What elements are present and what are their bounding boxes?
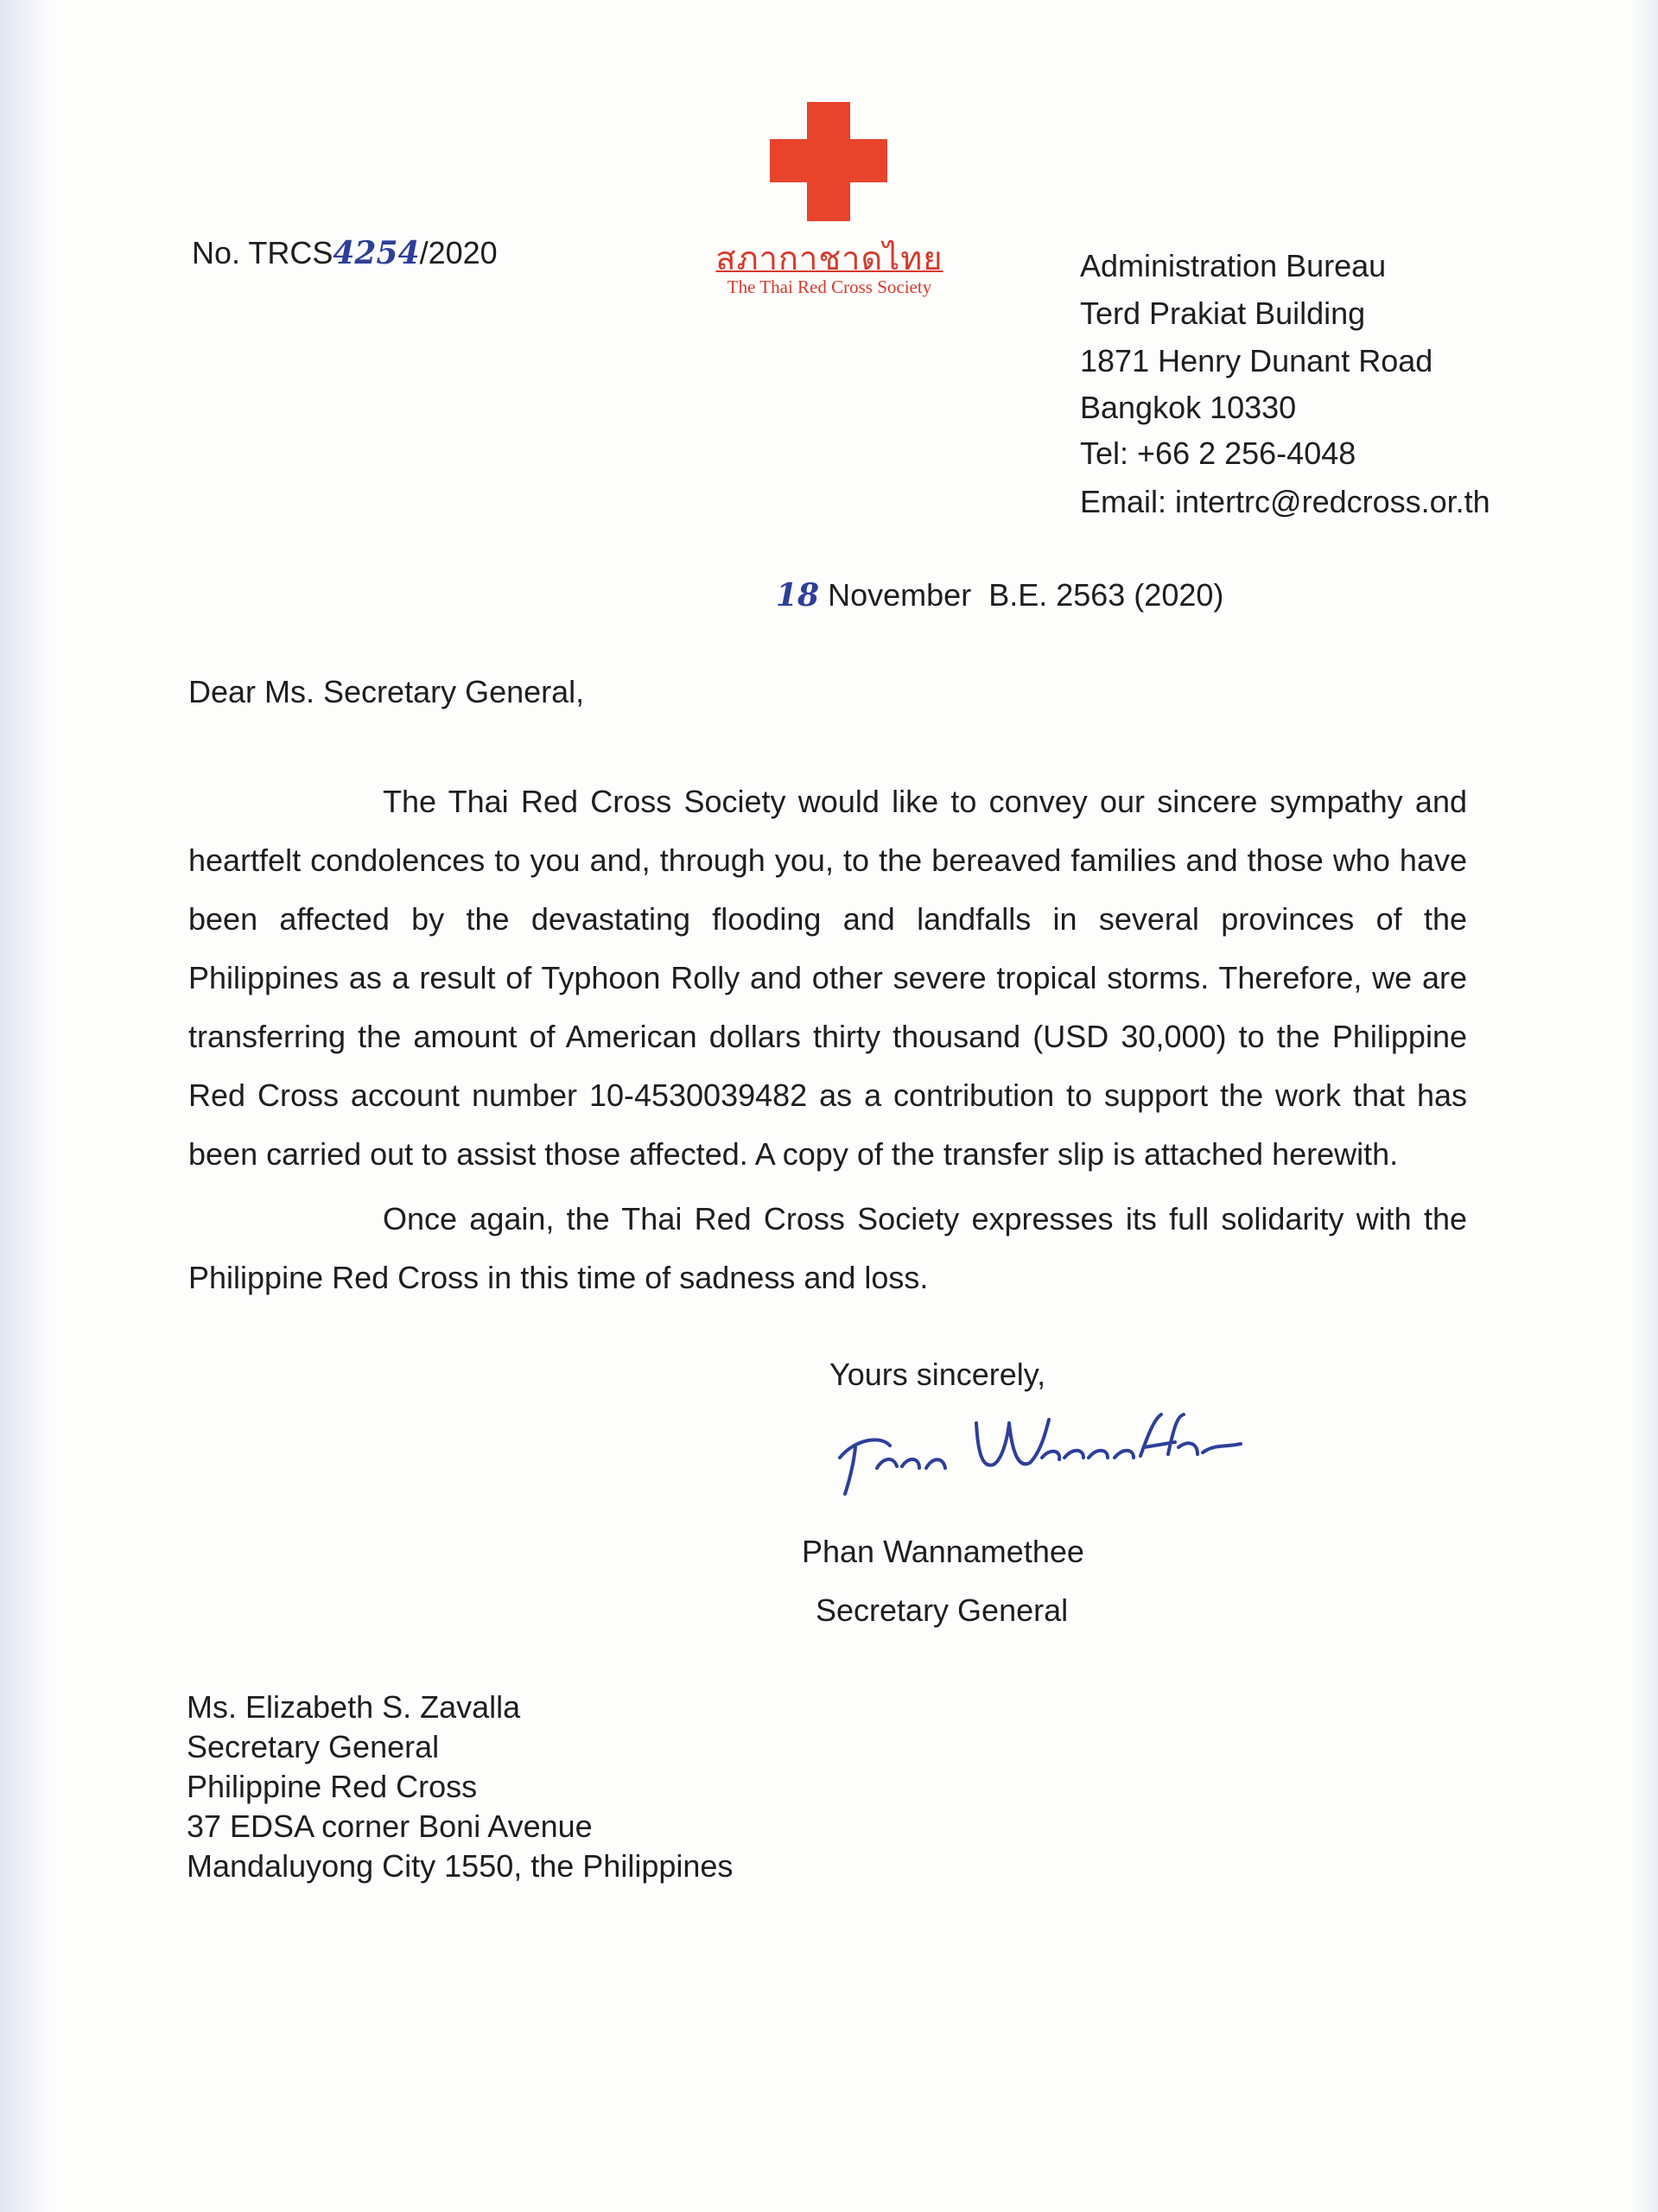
scan-edge-shadow [0, 0, 52, 2212]
logo-english-name: The Thai Red Cross Society [727, 276, 932, 297]
date-rest: November B.E. 2563 (2020) [828, 577, 1224, 613]
reference-handwritten-number: 4254 [333, 235, 420, 271]
address-line: Tel: +66 2 256-4048 [1080, 435, 1356, 471]
body-paragraph-text: The Thai Red Cross Society would like to convey our sincere sympathy and heartfelt condolences to you and, through you, to the bereaved families and those who have been affected by the devastating flooding and landfalls in several provinces of the Philippines as a result of Typhoon Rolly and other severe tropical storms. Therefore, we are transferring the amount of American dollars thirty thousand (USD 30,000) to the Philippine Red Cross account number 10-4530039482 as a contribution to support the work that has been carried out to assist those affected. A copy of the transfer slip is attached herewith. [188, 784, 1467, 1172]
letter-date [776, 577, 1223, 613]
logo-thai-name: สภากาชาดไทย [715, 239, 943, 277]
signatory-name: Phan Wannamethee [802, 1534, 1084, 1569]
recipient-line: Philippine Red Cross [187, 1769, 478, 1804]
address-line: Bangkok 10330 [1080, 390, 1297, 425]
address-line: Administration Bureau [1080, 248, 1387, 283]
signature-stroke [840, 1414, 1241, 1494]
body-paragraph-text: Once again, the Thai Red Cross Society expresses its full solidarity with the Philippine Red Cross in this time of sadness and loss. [188, 1201, 1467, 1295]
recipient-line: Mandaluyong City 1550, the Philippines [187, 1848, 734, 1884]
recipient-line: Secretary General [187, 1729, 440, 1764]
address-line: Email: intertrc@redcross.or.th [1080, 484, 1490, 519]
body-paragraph [188, 772, 1467, 1184]
closing: Yours sincerely, [829, 1357, 1046, 1392]
recipient-line: Ms. Elizabeth S. Zavalla [187, 1689, 521, 1725]
reference-prefix: No. TRCS [192, 235, 334, 270]
reference-number [192, 235, 498, 271]
reference-suffix: /2020 [419, 235, 498, 270]
body-paragraph [188, 1190, 1467, 1307]
recipient-line: 37 EDSA corner Boni Avenue [187, 1808, 593, 1844]
signatory-title: Secretary General [816, 1592, 1069, 1628]
scan-edge-shadow-right [1632, 0, 1658, 2212]
red-cross-logo-icon [770, 102, 887, 221]
signature-image [829, 1404, 1261, 1499]
address-line: Terd Prakiat Building [1080, 296, 1366, 331]
address-line: 1871 Henry Dunant Road [1080, 343, 1433, 378]
date-handwritten-day: 18 [776, 577, 820, 613]
salutation: Dear Ms. Secretary General, [188, 674, 585, 709]
